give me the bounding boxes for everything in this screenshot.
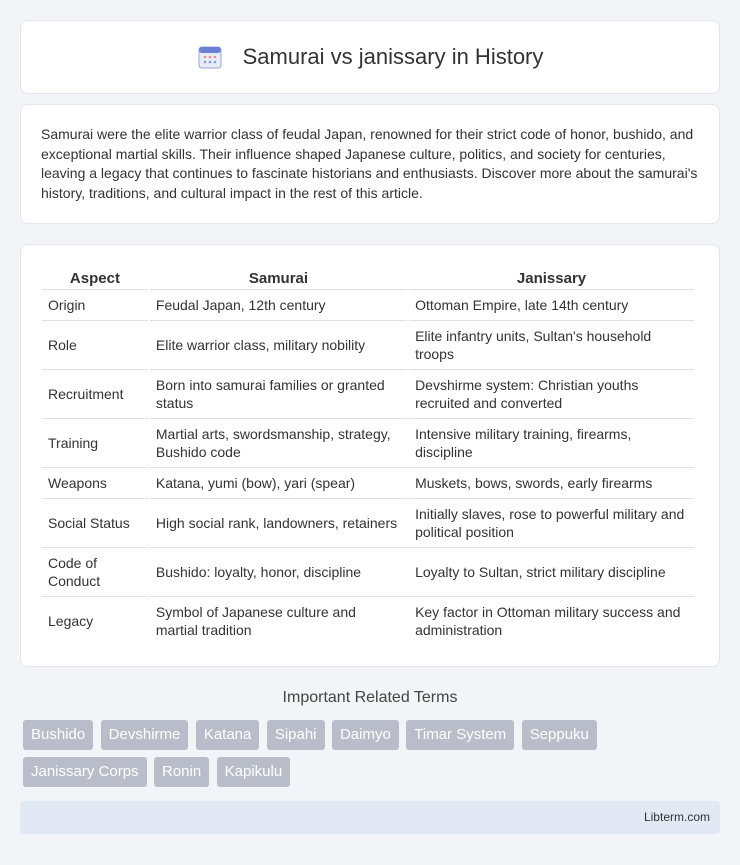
comparison-table xyxy=(40,265,696,645)
table-row xyxy=(42,547,694,596)
tag-janissary-corps[interactable]: Janissary Corps xyxy=(23,757,147,787)
cell-janissary: Elite infantry units, Sultan's household troops xyxy=(409,320,694,369)
cell-aspect: Origin xyxy=(42,289,148,320)
cell-janissary: Initially slaves, rose to powerful military and political position xyxy=(409,498,694,547)
tag-devshirme[interactable]: Devshirme xyxy=(101,720,189,750)
calendar-icon xyxy=(197,44,223,70)
table-row xyxy=(42,369,694,418)
cell-aspect: Code of Conduct xyxy=(42,547,148,596)
tag-timar-system[interactable]: Timar System xyxy=(406,720,514,750)
cell-janissary: Loyalty to Sultan, strict military discipline xyxy=(409,547,694,596)
cell-samurai: Martial arts, swordsmanship, strategy, Bushido code xyxy=(150,418,407,467)
cell-aspect: Legacy xyxy=(42,596,148,645)
header-samurai: Samurai xyxy=(248,269,309,287)
related-terms-title: Important Related Terms xyxy=(282,689,458,706)
header-aspect: Aspect xyxy=(69,269,120,287)
cell-samurai: Bushido: loyalty, honor, discipline xyxy=(150,547,407,596)
cell-janissary: Devshirme system: Christian youths recruited and converted xyxy=(409,369,694,418)
cell-aspect: Training xyxy=(42,418,148,467)
title-card xyxy=(20,20,720,94)
table-row xyxy=(42,498,694,547)
cell-aspect: Social Status xyxy=(42,498,148,547)
cell-aspect: Recruitment xyxy=(42,369,148,418)
intro-text: Samurai were the elite warrior class of feudal Japan, renowned for their strict code of honor, bushido, and exceptional martial skills. Their influence shaped Japanese culture, politics, and society for centuries, leaving a legacy that continues to fascinate historians and enthusiasts. Discover more about the samurai's history, traditions, and cultural impact in the rest of this article. xyxy=(41,126,698,201)
tag-seppuku[interactable]: Seppuku xyxy=(522,720,597,750)
cell-janissary: Ottoman Empire, late 14th century xyxy=(409,289,694,320)
table-row xyxy=(42,289,694,320)
cell-samurai: Symbol of Japanese culture and martial tradition xyxy=(150,596,407,645)
cell-samurai: Elite warrior class, military nobility xyxy=(150,320,407,369)
comparison-card xyxy=(20,244,720,667)
tag-katana[interactable]: Katana xyxy=(196,720,260,750)
table-row xyxy=(42,467,694,498)
page-title: Samurai vs janissary in History xyxy=(242,44,544,69)
tag-ronin[interactable]: Ronin xyxy=(154,757,209,787)
cell-janissary: Muskets, bows, swords, early firearms xyxy=(409,467,694,498)
cell-samurai: High social rank, landowners, retainers xyxy=(150,498,407,547)
footer-site-link[interactable]: Libterm.com xyxy=(643,810,710,824)
tag-bushido[interactable]: Bushido xyxy=(23,720,93,750)
cell-aspect: Weapons xyxy=(42,467,148,498)
cell-samurai: Katana, yumi (bow), yari (spear) xyxy=(150,467,407,498)
cell-janissary: Intensive military training, firearms, discipline xyxy=(409,418,694,467)
cell-samurai: Born into samurai families or granted status xyxy=(150,369,407,418)
table-row xyxy=(42,418,694,467)
cell-janissary: Key factor in Ottoman military success and administration xyxy=(409,596,694,645)
table-header-row xyxy=(42,265,694,289)
table-row xyxy=(42,596,694,645)
cell-aspect: Role xyxy=(42,320,148,369)
cell-samurai: Feudal Japan, 12th century xyxy=(150,289,407,320)
tag-kapikulu[interactable]: Kapikulu xyxy=(217,757,291,787)
intro-card xyxy=(20,104,720,224)
tag-sipahi[interactable]: Sipahi xyxy=(267,720,325,750)
table-row xyxy=(42,320,694,369)
header-janissary: Janissary xyxy=(516,269,587,287)
tag-daimyo[interactable]: Daimyo xyxy=(332,720,399,750)
footer xyxy=(20,801,720,834)
related-terms-tags xyxy=(23,720,723,794)
